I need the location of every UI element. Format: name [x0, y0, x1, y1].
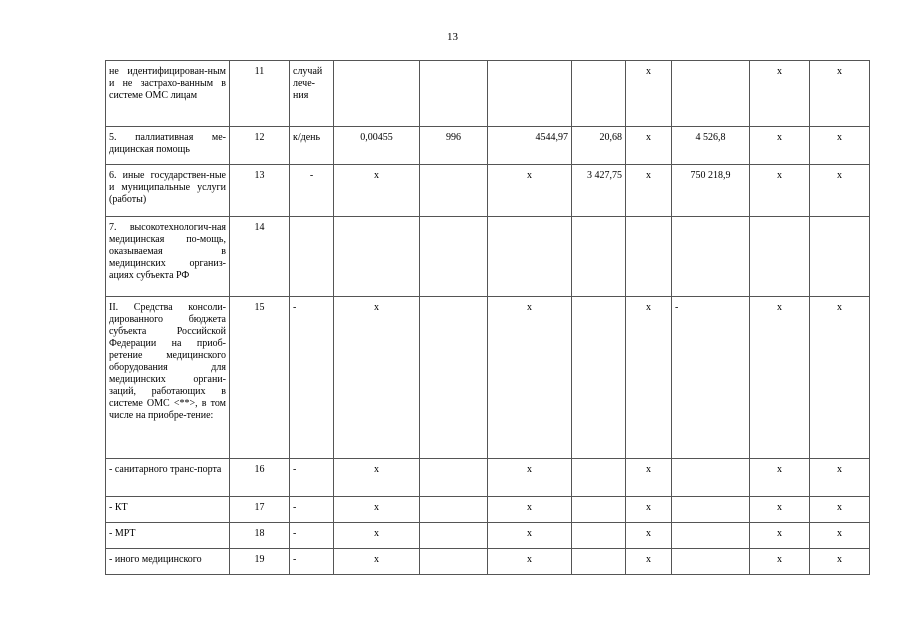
cell: 20,68 — [572, 127, 626, 165]
cell — [420, 61, 488, 127]
cell — [672, 497, 750, 523]
cell: х — [750, 127, 810, 165]
cell — [572, 549, 626, 575]
row-number: 16 — [230, 459, 290, 497]
cell: х — [488, 549, 572, 575]
cell: х — [334, 165, 420, 217]
cell: х — [626, 497, 672, 523]
cell: х — [750, 297, 810, 459]
unit-cell: - — [290, 523, 334, 549]
cell: 4 526,8 — [672, 127, 750, 165]
cell — [572, 497, 626, 523]
cell: х — [810, 127, 870, 165]
table-row — [106, 217, 870, 297]
cell: х — [810, 549, 870, 575]
row-name: - МРТ — [106, 523, 230, 549]
cell: 3 427,75 — [572, 165, 626, 217]
cell — [672, 459, 750, 497]
cell: х — [488, 297, 572, 459]
cell: х — [488, 497, 572, 523]
row-number: 12 — [230, 127, 290, 165]
data-table — [105, 60, 870, 575]
cell — [572, 459, 626, 497]
cell: х — [626, 459, 672, 497]
cell — [626, 217, 672, 297]
table-row — [106, 165, 870, 217]
row-name: II. Средства консоли-дированного бюджета субъекта Российской Федерации на приоб-ретение медицинского оборудования для медицинских органи-заций, работающих в системе ОМС <**>, в том числе на приобре-тение: — [106, 297, 230, 459]
cell — [810, 217, 870, 297]
cell — [488, 217, 572, 297]
cell: 4544,97 — [488, 127, 572, 165]
cell — [420, 217, 488, 297]
cell: х — [626, 523, 672, 549]
unit-cell: - — [290, 297, 334, 459]
page-number: 13 — [447, 31, 458, 43]
cell — [420, 165, 488, 217]
cell: х — [626, 297, 672, 459]
cell: х — [750, 459, 810, 497]
table-row — [106, 523, 870, 549]
cell: х — [750, 165, 810, 217]
row-number: 13 — [230, 165, 290, 217]
cell: х — [488, 523, 572, 549]
unit-cell: - — [290, 165, 334, 217]
cell: х — [750, 497, 810, 523]
cell: х — [334, 497, 420, 523]
table-row — [106, 459, 870, 497]
unit-cell: - — [290, 549, 334, 575]
cell: 0,00455 — [334, 127, 420, 165]
cell: х — [810, 459, 870, 497]
row-name: не идентифицирован-ным и не застрахо-ванным в системе ОМС лицам — [106, 61, 230, 127]
row-name: 6. иные государствен-ные и муниципальные услуги (работы) — [106, 165, 230, 217]
cell: х — [334, 549, 420, 575]
unit-cell: - — [290, 459, 334, 497]
cell — [672, 549, 750, 575]
table-row — [106, 549, 870, 575]
cell: 750 218,9 — [672, 165, 750, 217]
unit-cell: случай лече-ния — [290, 61, 334, 127]
row-name: - санитарного транс-порта — [106, 459, 230, 497]
cell — [420, 459, 488, 497]
row-name: - иного медицинского — [106, 549, 230, 575]
cell — [572, 61, 626, 127]
unit-cell: к/день — [290, 127, 334, 165]
row-number: 15 — [230, 297, 290, 459]
cell: х — [750, 549, 810, 575]
table-row — [106, 297, 870, 459]
cell: х — [626, 61, 672, 127]
cell: х — [334, 297, 420, 459]
cell — [750, 217, 810, 297]
cell: х — [750, 523, 810, 549]
cell: х — [488, 165, 572, 217]
cell: х — [810, 497, 870, 523]
cell — [420, 297, 488, 459]
row-number: 14 — [230, 217, 290, 297]
cell — [572, 297, 626, 459]
unit-cell — [290, 217, 334, 297]
cell: - — [672, 297, 750, 459]
cell — [420, 523, 488, 549]
table-row — [106, 127, 870, 165]
cell: х — [334, 459, 420, 497]
unit-cell: - — [290, 497, 334, 523]
cell: х — [626, 549, 672, 575]
row-name: 5. паллиативная ме-дицинская помощь — [106, 127, 230, 165]
cell: х — [810, 165, 870, 217]
row-number: 11 — [230, 61, 290, 127]
cell: х — [334, 523, 420, 549]
cell: х — [750, 61, 810, 127]
cell — [420, 497, 488, 523]
row-number: 17 — [230, 497, 290, 523]
table-row — [106, 61, 870, 127]
cell: х — [810, 523, 870, 549]
cell — [420, 549, 488, 575]
row-number: 19 — [230, 549, 290, 575]
cell — [572, 523, 626, 549]
cell — [672, 217, 750, 297]
cell: х — [810, 297, 870, 459]
cell: 996 — [420, 127, 488, 165]
row-name: 7. высокотехнологич-ная медицинская по-мощь, оказываемая в медицинских организ-ациях субъекта РФ — [106, 217, 230, 297]
cell: х — [810, 61, 870, 127]
cell — [672, 61, 750, 127]
cell — [572, 217, 626, 297]
row-name: - КТ — [106, 497, 230, 523]
cell — [488, 61, 572, 127]
cell — [334, 61, 420, 127]
table-row — [106, 497, 870, 523]
cell — [672, 523, 750, 549]
row-number: 18 — [230, 523, 290, 549]
cell: х — [488, 459, 572, 497]
cell: х — [626, 165, 672, 217]
cell — [334, 217, 420, 297]
cell: х — [626, 127, 672, 165]
